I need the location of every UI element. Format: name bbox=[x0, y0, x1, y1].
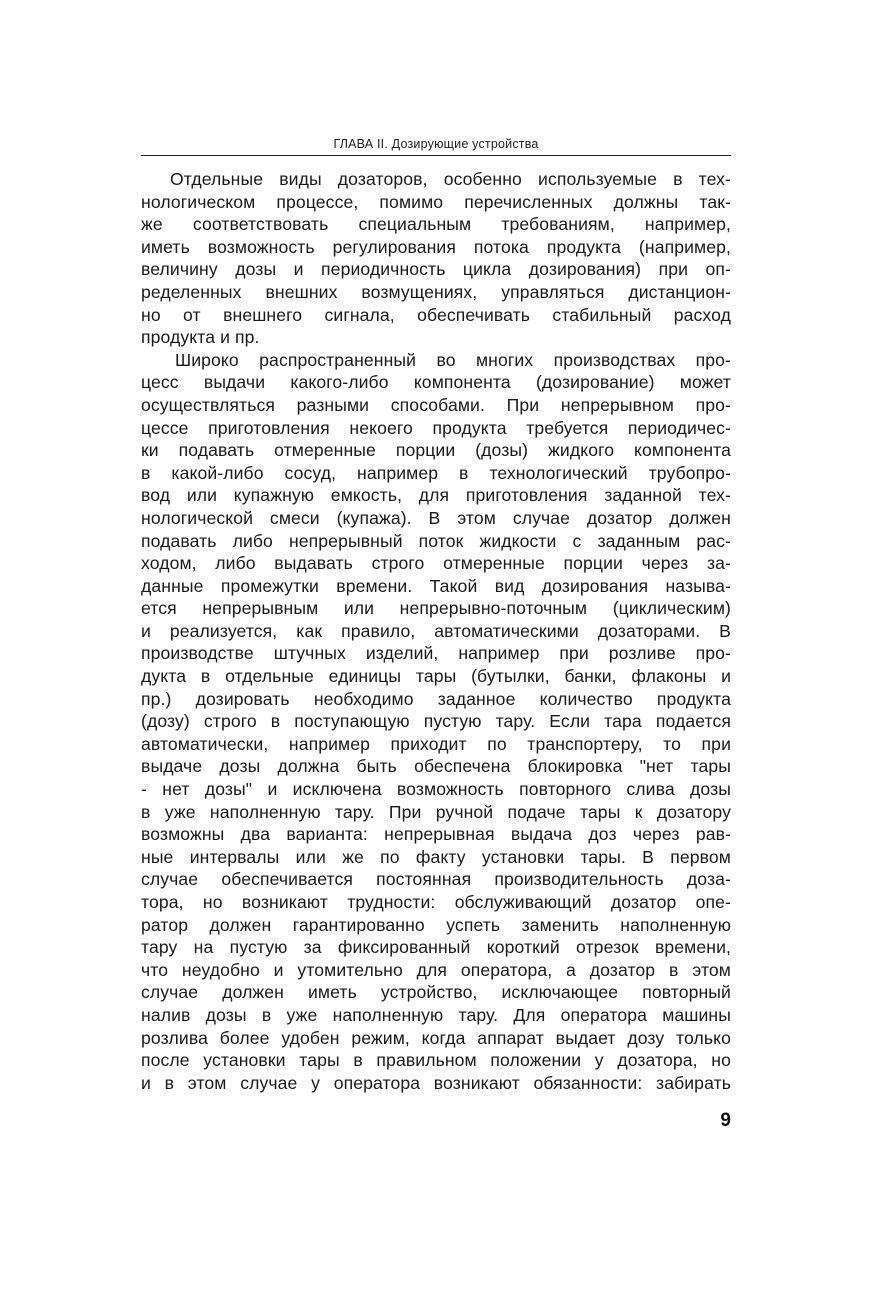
text-line: вод или купажную емкость, для приготовления заданной тех- bbox=[141, 485, 731, 506]
text-line: же соответствовать специальным требованиям, например, bbox=[141, 214, 731, 235]
text-line: дукта в отдельные единицы тары (бутылки, банки, флаконы и bbox=[141, 666, 731, 687]
text-line: производстве штучных изделий, например при розливе про- bbox=[141, 643, 731, 664]
text-line: и реализуется, как правило, автоматическими дозаторами. В bbox=[141, 620, 731, 641]
text-line: нологическом процессе, помимо перечисленных должны так- bbox=[141, 191, 731, 212]
text-line: что неудобно и утомительно для оператора, а дозатор в этом bbox=[141, 959, 731, 980]
text-line: и в этом случае у оператора возникают обязанности: забирать bbox=[141, 1072, 731, 1093]
text-line: тора, но возникают трудности: обслуживающий дозатор опе- bbox=[141, 892, 731, 912]
text-line: нологической смеси (купажа). В этом случае дозатор должен bbox=[141, 507, 731, 528]
text-line: но от внешнего сигнала, обеспечивать стабильный расход bbox=[141, 304, 731, 325]
text-line: после установки тары в правильном положении у дозатора, но bbox=[141, 1050, 731, 1071]
paragraph-1 bbox=[141, 168, 731, 349]
text-line: возможны два варианта: непрерывная выдача доз через рав- bbox=[141, 824, 731, 845]
text-line: в уже наполненную тару. При ручной подаче тары к дозатору bbox=[141, 801, 731, 822]
page-body bbox=[141, 168, 731, 1094]
text-line: тару на пустую за фиксированный короткий отрезок времени, bbox=[141, 937, 731, 958]
text-line: в какой-либо сосуд, например в технологический трубопро- bbox=[141, 462, 731, 483]
text-line: иметь возможность регулирования потока продукта (например, bbox=[141, 236, 731, 257]
text-line: автоматически, например приходит по транспортеру, то при bbox=[141, 733, 731, 754]
text-line: Отдельные виды дозаторов, особенно используемые в тех- bbox=[170, 169, 731, 189]
text-line: ется непрерывным или непрерывно-поточным (циклическим) bbox=[141, 598, 731, 619]
text-line: цесс выдачи какого-либо компонента (дозирование) может bbox=[141, 372, 731, 393]
text-line: налив дозы в уже наполненную тару. Для оператора машины bbox=[141, 1004, 731, 1025]
text-line: ные интервалы или же по факту установки тары. В первом bbox=[141, 846, 731, 867]
text-line: ходом, либо выдавать строго отмеренные порции через за- bbox=[141, 553, 731, 574]
text-line: ки подавать отмеренные порции (дозы) жидкого компонента bbox=[141, 440, 731, 461]
text-line: цессе приготовления некоего продукта требуется периодичес- bbox=[141, 417, 731, 438]
text-line: - нет дозы" и исключена возможность повторного слива дозы bbox=[141, 779, 731, 800]
page-number: 9 bbox=[720, 1110, 731, 1131]
text-line: случае должен иметь устройство, исключающее повторный bbox=[141, 982, 731, 1003]
text-line: выдаче дозы должна быть обеспечена блокировка "нет тары bbox=[141, 756, 731, 777]
text-line: Широко распространенный во многих производствах про- bbox=[175, 349, 731, 370]
text-line: (дозу) строго в поступающую пустую тару. Если тара подается bbox=[141, 711, 731, 732]
text-line: осуществляться разными способами. При непрерывном про- bbox=[141, 394, 731, 415]
running-head: ГЛАВА II. Дозирующие устройства bbox=[333, 137, 539, 151]
text-line: величину дозы и периодичность цикла дозирования) при оп- bbox=[141, 259, 731, 280]
text-line: ределенных внешних возмущениях, управляться дистанцион- bbox=[141, 281, 731, 302]
text-line: подавать либо непрерывный поток жидкости с заданным рас- bbox=[141, 530, 731, 551]
text-line: данные промежутки времени. Такой вид дозирования называ- bbox=[141, 575, 731, 596]
text-line: ратор должен гарантированно успеть заменить наполненную bbox=[141, 914, 731, 935]
header-rule bbox=[141, 155, 731, 156]
text-line: случае обеспечивается постоянная производительность доза- bbox=[141, 869, 731, 890]
text-line: розлива более удобен режим, когда аппарат выдает дозу только bbox=[141, 1027, 731, 1048]
text-line: пр.) дозировать необходимо заданное количество продукта bbox=[141, 688, 731, 709]
paragraph-2 bbox=[141, 349, 731, 1095]
text-line: продукта и пр. bbox=[141, 327, 260, 348]
